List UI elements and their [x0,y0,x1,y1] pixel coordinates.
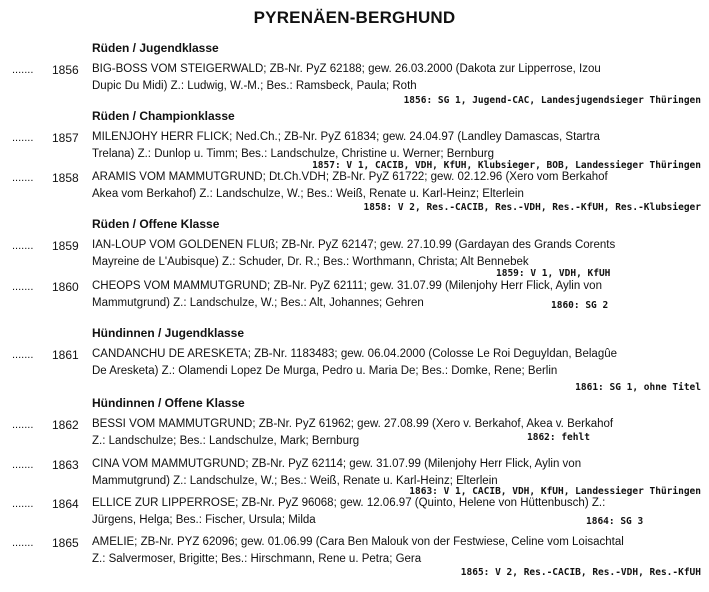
entry-dots: ....... [12,537,34,549]
entry-number: 1859 [52,239,79,253]
entry-line: BESSI VOM MAMMUTGRUND; ZB-Nr. PyZ 61962; gew. 27.08.99 (Xero v. Berkahof, Akea v. Berkahof [92,418,614,430]
section-heading: Hündinnen / Jugendklasse [92,326,245,340]
entry-dots: ....... [12,281,34,293]
entry-dots: ....... [12,132,34,144]
entry-result: 1862: fehlt [527,432,590,443]
entry-line: Dupic Du Midi) Z.: Ludwig, W.-M.; Bes.: Ramsbeck, Paula; Roth [92,80,417,92]
entry-number: 1858 [52,171,79,185]
entry-line: Akea vom Berkahof) Z.: Landschulze, W.; Bes.: Weiß, Renate u. Karl-Heinz; Elterlein [92,188,524,200]
entry-number: 1865 [52,536,79,550]
entry-result: 1858: V 2, Res.-CACIB, Res.-VDH, Res.-KfUH, Res.-Klubsieger [363,202,701,213]
entry-dots: ....... [12,349,34,361]
entry-line: Z.: Salvermoser, Brigitte; Bes.: Hirschmann, Rene u. Petra; Gera [92,553,422,565]
entry-line: Mayreine de L'Aubisque) Z.: Schuder, Dr. R.; Bes.: Worthmann, Christa; Alt Bennebek [92,256,529,268]
entry-dots: ....... [12,498,34,510]
entry-line: ELLICE ZUR LIPPERROSE; ZB-Nr. PyZ 96068; gew. 12.06.97 (Quinto, Helene von Hüttenbusch) Z.: [92,497,606,509]
entry-dots: ....... [12,459,34,471]
entry-dots: ....... [12,64,34,76]
entry-result: 1864: SG 3 [586,516,644,527]
entry-line: Z.: Landschulze; Bes.: Landschulze, Mark; Bernburg [92,435,360,447]
entry-line: De Aresketa) Z.: Olamendi Lopez De Murga, Pedro u. Maria De; Bes.: Domke, Rene; Berlin [92,365,558,377]
entry-result: 1861: SG 1, ohne Titel [575,382,701,393]
section-heading: Rüden / Jugendklasse [92,41,219,55]
entry-result: 1857: V 1, CACIB, VDH, KfUH, Klubsieger, BOB, Landessieger Thüringen [312,160,701,171]
entry-result: 1859: V 1, VDH, KfUH [496,268,611,279]
entry-line: Mammutgrund) Z.: Landschulze, W.; Bes.: Alt, Johannes; Gehren [92,297,424,309]
entry-result: 1860: SG 2 [551,300,609,311]
entry-line: CINA VOM MAMMUTGRUND; ZB-Nr. PyZ 62114; gew. 31.07.99 (Milenjohy Herr Flick, Aylin von [92,458,582,470]
entry-number: 1862 [52,418,79,432]
entry-line: MILENJOHY HERR FLICK; Ned.Ch.; ZB-Nr. PyZ 61834; gew. 24.04.97 (Landley Damascas, Startra [92,131,600,143]
entry-result: 1856: SG 1, Jugend-CAC, Landesjugendsieger Thüringen [403,95,701,106]
entry-number: 1863 [52,458,79,472]
page-title: PYRENÄEN-BERGHUND [253,8,456,27]
section-heading: Rüden / Championklasse [92,109,235,123]
entry-line: ARAMIS VOM MAMMUTGRUND; Dt.Ch.VDH; ZB-Nr. PyZ 61722; gew. 02.12.96 (Xero vom Berkahof [92,171,608,183]
entry-number: 1860 [52,280,79,294]
entry-dots: ....... [12,240,34,252]
entry-line: Mammutgrund) Z.: Landschulze, W.; Bes.: Weiß, Renate u. Karl-Heinz; Elterlein [92,475,498,487]
entry-number: 1861 [52,348,79,362]
entry-dots: ....... [12,419,34,431]
section-heading: Rüden / Offene Klasse [92,217,220,231]
entry-number: 1857 [52,131,79,145]
section-heading: Hündinnen / Offene Klasse [92,396,245,410]
entry-line: CANDANCHU DE ARESKETA; ZB-Nr. 1183483; gew. 06.04.2000 (Colosse Le Roi Deguyldan, Belagûe [92,348,618,360]
entry-line: Trelana) Z.: Dunlop u. Timm; Bes.: Landschulze, Christine u. Werner; Bernburg [92,148,495,160]
entry-line: Jürgens, Helga; Bes.: Fischer, Ursula; Milda [92,514,316,526]
entry-line: CHEOPS VOM MAMMUTGRUND; ZB-Nr. PyZ 62111; gew. 31.07.99 (Milenjohy Herr Flick, Aylin von [92,280,602,292]
entry-line: IAN-LOUP VOM GOLDENEN FLUß; ZB-Nr. PyZ 62147; gew. 27.10.99 (Gardayan des Grands Corents [92,239,616,251]
entry-result: 1863: V 1, CACIB, VDH, KfUH, Landessieger Thüringen [409,486,701,497]
entry-result: 1865: V 2, Res.-CACIB, Res.-VDH, Res.-KfUH [460,567,701,578]
entry-line: BIG-BOSS VOM STEIGERWALD; ZB-Nr. PyZ 62188; gew. 26.03.2000 (Dakota zur Lipperrose, Izou [92,63,601,75]
entry-number: 1856 [52,63,79,77]
entry-dots: ....... [12,172,34,184]
entry-line: AMELIE; ZB-Nr. PYZ 62096; gew. 01.06.99 (Cara Ben Malouk von der Festwiese, Celine vom Loisachtal [92,536,624,548]
entry-number: 1864 [52,497,79,511]
